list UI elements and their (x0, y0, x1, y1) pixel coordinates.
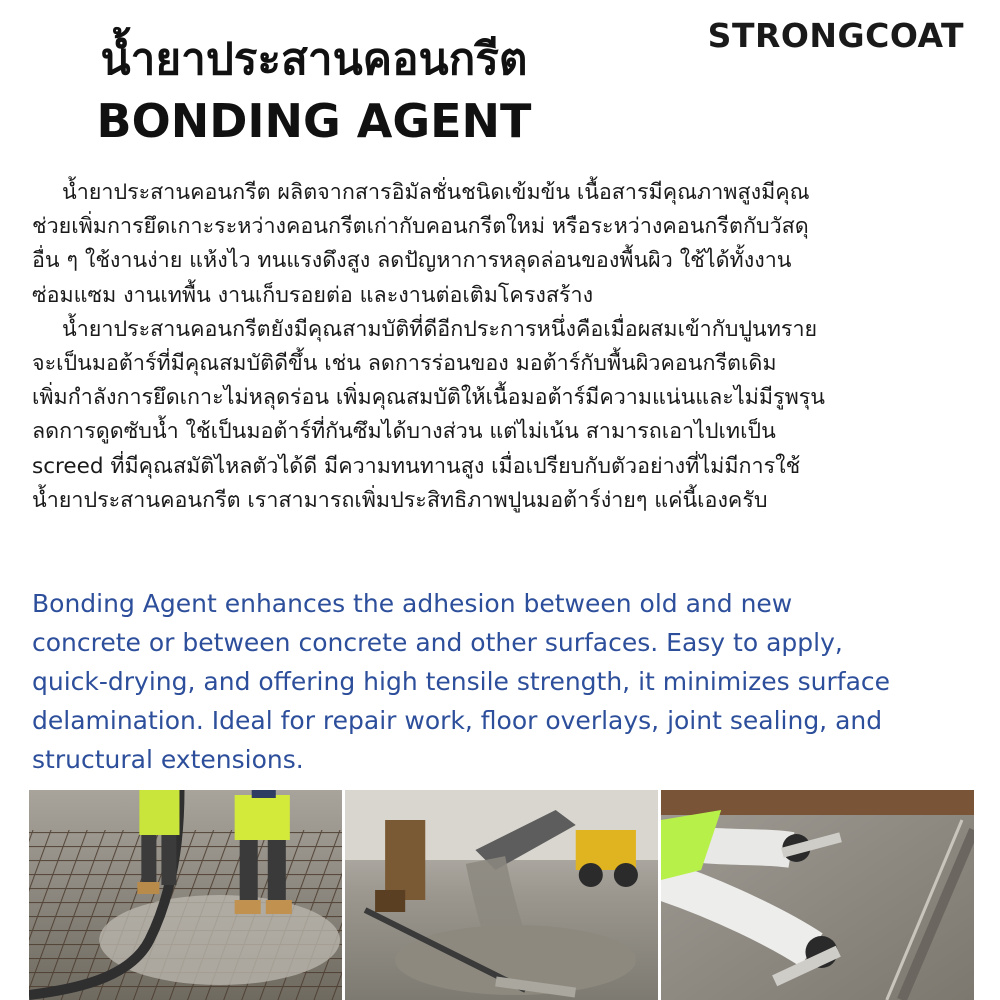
thai-description (32, 176, 972, 518)
page-title-english: BONDING AGENT (96, 94, 532, 148)
thai-line: screed ที่มีคุณสมัติไหลตัวได้ดี มีความทนทานสูง เมื่อเปรียบกับตัวอย่างที่ไม่มีการใช้ (32, 453, 801, 479)
english-line: delamination. Ideal for repair work, floor overlays, joint sealing, and (32, 706, 883, 735)
thai-line: น้ำยาประสานคอนกรีต ผลิตจากสารอิมัลชั่นชนิดเข้มข้น เนื้อสารมีคุณภาพสูงมีคุณ (62, 180, 810, 205)
thai-line: จะเป็นมอต้าร์ที่มีคุณสมบัติดีขึ้น เช่น ลดการร่อนของ มอต้าร์กับพื้นผิวคอนกรีตเดิม (32, 351, 777, 377)
thai-line: เพิ่มกำลังการยึดเกาะไม่หลุดร่อน เพิ่มคุณสมบัติให้เนื้อมอต้าร์มีความแน่นและไม่มีรูพรุน (32, 385, 825, 411)
photo-concrete-pouring (29, 790, 342, 1000)
photo-concrete-chute (345, 790, 658, 1000)
page-title-thai: น้ำยาประสานคอนกรีต (100, 34, 528, 85)
thai-paragraph-1 (32, 176, 972, 313)
english-line: quick-drying, and offering high tensile strength, it minimizes surface (32, 667, 891, 696)
photo-troweling (661, 790, 974, 1000)
thai-line: อื่น ๆ ใช้งานง่าย แห้งไว ทนแรงดึงสูง ลดปัญหาการหลุดล่อนของพื้นผิว ใช้ได้ทั้งงาน (32, 248, 792, 274)
thai-line: ซ่อมแซม งานเทพื้น งานเก็บรอยต่อ และงานต่อเติมโครงสร้าง (32, 282, 594, 308)
photo-strip (29, 790, 974, 1000)
thai-line: น้ำยาประสานคอนกรีตยังมีคุณสามบัติที่ดีอีกประการหนึ่งคือเมื่อผสมเข้ากับปูนทราย (62, 316, 818, 342)
english-line: structural extensions. (32, 745, 304, 774)
thai-line: ช่วยเพิ่มการยึดเกาะระหว่างคอนกรีตเก่ากับคอนกรีตใหม่ หรือระหว่างคอนกรีตกับวัสดุ (32, 214, 809, 240)
thai-line: น้ำยาประสานคอนกรีต เราสามารถเพิ่มประสิทธิภาพปูนมอต้าร์ง่ายๆ แค่นี้เองครับ (32, 487, 768, 513)
brand-logo: STRONGCOAT (707, 16, 964, 55)
thai-paragraph-2 (32, 313, 972, 518)
thai-line: ลดการดูดซับน้ำ ใช้เป็นมอต้าร์ที่กันซึมได้บางส่วน แต่ไม่เน้น สามารถเอาไปเทเป็น (32, 419, 776, 445)
english-description (32, 584, 977, 779)
english-line: Bonding Agent enhances the adhesion between old and new (32, 589, 793, 618)
english-line: concrete or between concrete and other surfaces. Easy to apply, (32, 628, 843, 657)
